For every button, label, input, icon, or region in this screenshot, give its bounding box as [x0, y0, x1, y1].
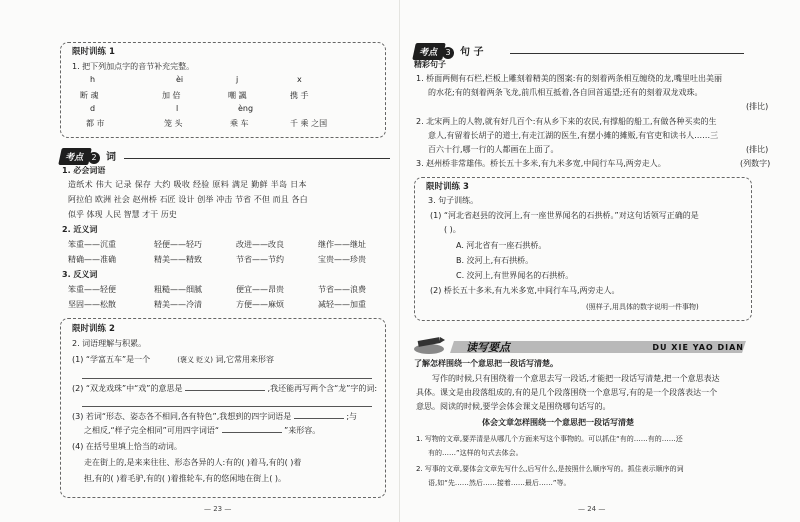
kaodian-label: 词: [106, 152, 117, 163]
q2-1-options[interactable]: (褒义 贬义): [177, 356, 213, 364]
option-c[interactable]: C. 洨河上,有世界闻名的石拱桥。: [456, 271, 574, 280]
tip-1-line-1: 1. 写物的文章,要弄清是从哪几个方面来写这个事物的。可以抓住“有的……有的……还: [416, 435, 683, 443]
antonym-pair: 精美——冷清: [154, 300, 202, 309]
synonym-pair: 精美——精致: [154, 255, 202, 264]
q2-2-text-a: (2) “双龙戏珠”中“戏”的意思是: [72, 384, 183, 393]
tip-2-line-2: 语,如“先……然后……接着……最后……”等。: [428, 479, 571, 487]
page-number: — 23 —: [204, 505, 232, 513]
pinyin-item: x: [297, 75, 302, 84]
pinyin-item: h: [90, 75, 96, 84]
kaodian-2-header: [60, 145, 390, 161]
kaodian-label: 句 子: [460, 47, 484, 58]
reading-heading: 了解怎样围绕一个意思把一段话写清楚。: [414, 359, 558, 368]
tip-2-line-1: 2. 写事的文章,要体会文章先写什么,后写什么,是按照什么顺序写的。抓住表示顺序的词: [416, 465, 684, 473]
word-item: 千 乘 之国: [290, 119, 328, 128]
pinyin-item: èi: [176, 75, 184, 84]
subheading: 体会文章怎样围绕一个意思把一段话写清楚: [482, 418, 634, 427]
kaodian-number: 3: [442, 47, 454, 59]
sentence-1-line-1: 1. 桥面两侧有石栏,栏板上雕刻着精美的图案:有的刻着两条相互缠绕的龙,嘴里吐出美丽: [416, 74, 722, 83]
q3-1: (1) “河北省赵县的洨河上,有一座世界闻名的石拱桥。”对这句话领写正确的是: [430, 211, 699, 220]
q2-3-text-d: ”来形容。: [284, 426, 321, 435]
reading-para-line-3: 意思。阅读的时候,要学会体会课文是围绕哪句话写的。: [416, 402, 611, 411]
section-subtitle: 精彩句子: [414, 60, 446, 69]
q2-3-cont: [84, 426, 320, 436]
pinyin-item: j: [236, 75, 239, 84]
synonym-pair: 精确——准确: [68, 255, 116, 264]
reading-para-line-1: 写作的时候,只有围绕着一个意思去写一段话,才能把一段话写清楚,把一个意思表达: [432, 374, 720, 383]
exercise-box-2-title: 限时训练 2: [72, 324, 115, 334]
exercise-2-question: 2. 词语理解与积累。: [72, 339, 147, 348]
vocab-row-2: 阿拉伯 欧洲 社会 赵州桥 石匠 设计 创举 冲击 节省 不但 而且 各白: [68, 195, 308, 204]
sentence-1-line-2: 的水花;有的刻着两条飞龙,前爪相互抵着,各自回首遥望;还有的刻着双龙戏珠。: [428, 88, 703, 97]
antonym-pair: 方便——麻烦: [236, 300, 284, 309]
exercise-box-3-title: 限时训练 3: [426, 182, 469, 192]
section-3-title: 3. 反义词: [62, 270, 98, 279]
banner-pinyin: DU XIE YAO DIAN: [652, 343, 744, 352]
exercise-box-1-title: 限时训练 1: [72, 47, 115, 57]
kaodian-pill: 考点: [58, 148, 92, 165]
sentence-2-line-1: 2. 北宋两上的人物,就有好几百个:有从乡下来的农民,有撑船的船工,有做各种买卖的生: [416, 117, 717, 126]
antonym-pair: 便宜——昂贵: [236, 285, 284, 294]
kaodian-pill: 考点: [412, 43, 446, 60]
option-a[interactable]: A. 河北省有一座石拱桥。: [456, 241, 547, 250]
word-item: 嘲 諷: [228, 91, 247, 100]
section-banner: [412, 335, 744, 355]
sentence-2-tag: (排比): [746, 145, 769, 154]
tip-1-line-2: 有的……”这样的句式去体会。: [428, 449, 523, 457]
q2-3: [72, 412, 357, 422]
synonym-pair: 轻便——轻巧: [154, 240, 202, 249]
word-item: 加 倍: [162, 91, 181, 100]
antonym-pair: 笨重——轻便: [68, 285, 116, 294]
blank[interactable]: [185, 390, 265, 391]
section-2-title: 2. 近义词: [62, 225, 98, 234]
pinyin-item: èng: [238, 104, 254, 113]
pencil-icon: [412, 335, 446, 355]
synonym-pair: 宝贵——珍贵: [318, 255, 366, 264]
kaodian-3-header: [414, 40, 744, 56]
q2-4-line-a: 走在街上的,是来来往往、形态各异的人:有的( )着马,有的( )着: [84, 458, 302, 467]
exercise-3-question: 3. 句子训练。: [428, 196, 479, 205]
synonym-pair: 继作——继址: [318, 240, 366, 249]
q2-1-text-b: 词,它常用来形容: [215, 355, 275, 364]
banner-title: 读写要点: [466, 341, 510, 354]
exercise-1-question: 1. 把下列加点字的音节补充完整。: [72, 62, 195, 71]
sentence-2-line-3: 百六十行,哪一行的人都画在上面了。: [428, 145, 559, 154]
word-item: 都 市: [86, 119, 105, 128]
vocab-row-3: 似乎 体现 人民 智慧 才干 历史: [68, 210, 177, 219]
synonym-pair: 笨重——沉重: [68, 240, 116, 249]
section-1-title: 1. 必会词语: [62, 166, 106, 175]
vocab-row-1: 造纸术 伟大 记录 保存 大约 吸收 经验 原料 满足 勤鲜 半岛 日本: [68, 180, 307, 189]
option-b[interactable]: B. 洨河上,有石拱桥。: [456, 256, 534, 265]
answer-line[interactable]: [82, 406, 372, 407]
q2-3-text-b: ;与: [346, 412, 358, 421]
answer-line[interactable]: [82, 378, 372, 379]
antonym-pair: 节省——浪费: [318, 285, 366, 294]
q3-2: (2) 桥长五十多米,有九米多宽,中间行车马,两旁走人。: [430, 286, 620, 295]
synonym-pair: 改进——改良: [236, 240, 284, 249]
sentence-1-tag: (排比): [746, 102, 769, 111]
q2-2-text-b: ,我还能再写两个含“龙”字的词:: [267, 384, 378, 393]
header-rule: [124, 158, 390, 159]
reading-para-line-2: 具体。课文是由段落组成的,有的是几个段落围绕一个意思写,有的是一个段落表达一个: [416, 388, 718, 397]
sentence-3: 3. 赵州桥非常雄伟。桥长五十多米,有九米多宽,中间行车马,两旁走人。: [416, 159, 666, 168]
sentence-2-line-2: 意人,有留着长胡子的道士,有走江湖的医生,有摆小摊的摊贩,有官吏和读书人……三: [428, 131, 719, 140]
pinyin-item: d: [90, 104, 96, 113]
q3-1-answer[interactable]: ( )。: [444, 225, 461, 234]
q2-3-text-a: (3) 若词“形态、姿态各不相同,各有特色”,我想到的四字词语是: [72, 412, 292, 421]
q2-4-line-b: 担,有的( )着毛驴,有的( )着推轮车,有的悠闲地在街上( )。: [84, 474, 286, 483]
antonym-pair: 坚固——松散: [68, 300, 116, 309]
word-item: 断 魂: [80, 91, 99, 100]
header-rule: [510, 53, 744, 54]
antonym-pair: 粗糙——细腻: [154, 285, 202, 294]
word-item: 乘 车: [230, 119, 249, 128]
page-number: — 24 —: [578, 505, 606, 513]
word-item: 笼 头: [164, 119, 183, 128]
q2-3-text-c: 之相反,“样子完全相同”可用四字词语“: [84, 426, 219, 435]
word-item: 携 手: [290, 91, 309, 100]
blank[interactable]: [222, 432, 282, 433]
pinyin-item: l: [176, 104, 179, 113]
sentence-3-tag: (列数字): [740, 159, 771, 168]
blank[interactable]: [294, 418, 344, 419]
q2-1-text-a: (1) “学富五车”是一个: [72, 355, 151, 364]
synonym-pair: 节省——节约: [236, 255, 284, 264]
q2-4: (4) 在括号里填上恰当的动词。: [72, 442, 182, 451]
kaodian-number: 2: [88, 152, 100, 164]
q3-2-note: (照样子,用具体的数字说明一件事物): [586, 303, 699, 311]
q2-1: [72, 355, 274, 365]
antonym-pair: 减轻——加重: [318, 300, 366, 309]
q2-2: [72, 384, 377, 394]
